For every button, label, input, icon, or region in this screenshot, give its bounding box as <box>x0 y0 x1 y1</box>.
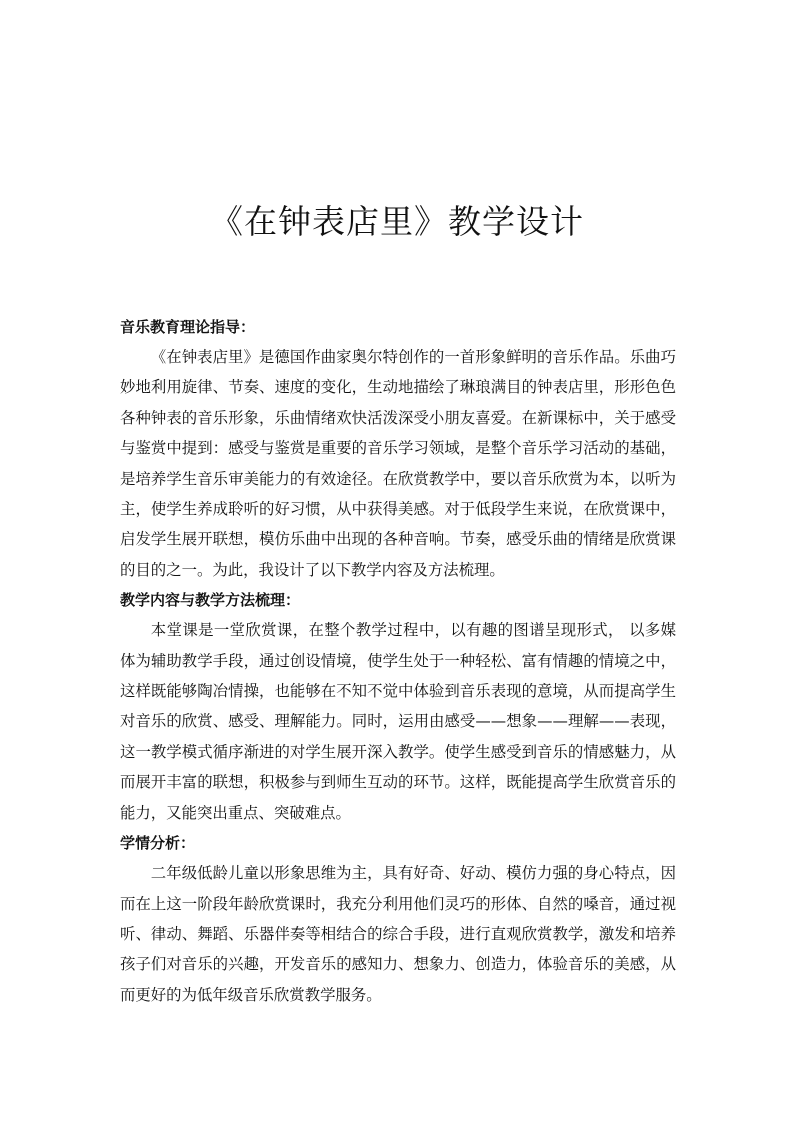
section-body-theory: 《在钟表店里》是德国作曲家奥尔特创作的一首形象鲜明的音乐作品。乐曲巧妙地利用旋律、节奏、速度的变化，生动地描绘了琳琅满目的钟表店里，形形色色各种钟表的音乐形象，乐曲情绪欢快活泼深受小朋友喜爱。在新课标中，关于感受与鉴赏中提到：感受与鉴赏是重要的音乐学习领域，是整个音乐学习活动的基础，是培养学生音乐审美能力的有效途径。在欣赏教学中，要以音乐欣赏为本，以听为主，使学生养成聆听的好习惯，从中获得美感。对于低段学生来说，在欣赏课中，启发学生展开联想，模仿乐曲中出现的各种音响。节奏，感受乐曲的情绪是欣赏课的目的之一。为此，我设计了以下教学内容及方法梳理。 <box>120 348 676 579</box>
document-title: 《在钟表店里》教学设计 <box>210 202 584 241</box>
section-heading-theory: 音乐教育理论指导： <box>120 318 256 336</box>
section-theory <box>120 312 676 585</box>
document-body <box>120 312 676 1010</box>
section-methods <box>120 585 676 828</box>
section-heading-learners: 学情分析： <box>120 834 196 853</box>
section-body-methods: 本堂课是一堂欣赏课，在整个教学过程中，以有趣的图谱呈现形式， 以多媒体为辅助教学手段，通过创设情境，使学生处于一种轻松、富有情趣的情境之中，这样既能够陶冶情操，也能够在不知不觉中体验到音乐表现的意境，从而提高学生对音乐的欣赏、感受、理解能力。同时，运用由感受——想象——理解——表现，这一教学模式循序渐进的对学生展开深入教学。使学生感受到音乐的情感魅力，从而展开丰富的联想，积极参与到师生互动的环节。这样，既能提高学生欣赏音乐的能力，又能突出重点、突破难点。 <box>120 621 676 822</box>
section-body-learners: 二年级低龄儿童以形象思维为主，具有好奇、好动、模仿力强的身心特点，因而在上这一阶段年龄欣赏课时，我充分利用他们灵巧的形体、自然的嗓音，通过视听、律动、舞蹈、乐器伴奏等相结合的综合手段，进行直观欣赏教学，激发和培养孩子们对音乐的兴趣，开发音乐的感知力、想象力、创造力，体验音乐的美感，从而更好的为低年级音乐欣赏教学服务。 <box>120 864 676 1004</box>
section-heading-methods: 教学内容与教学方法梳理： <box>120 591 301 610</box>
section-learners <box>120 828 676 1010</box>
